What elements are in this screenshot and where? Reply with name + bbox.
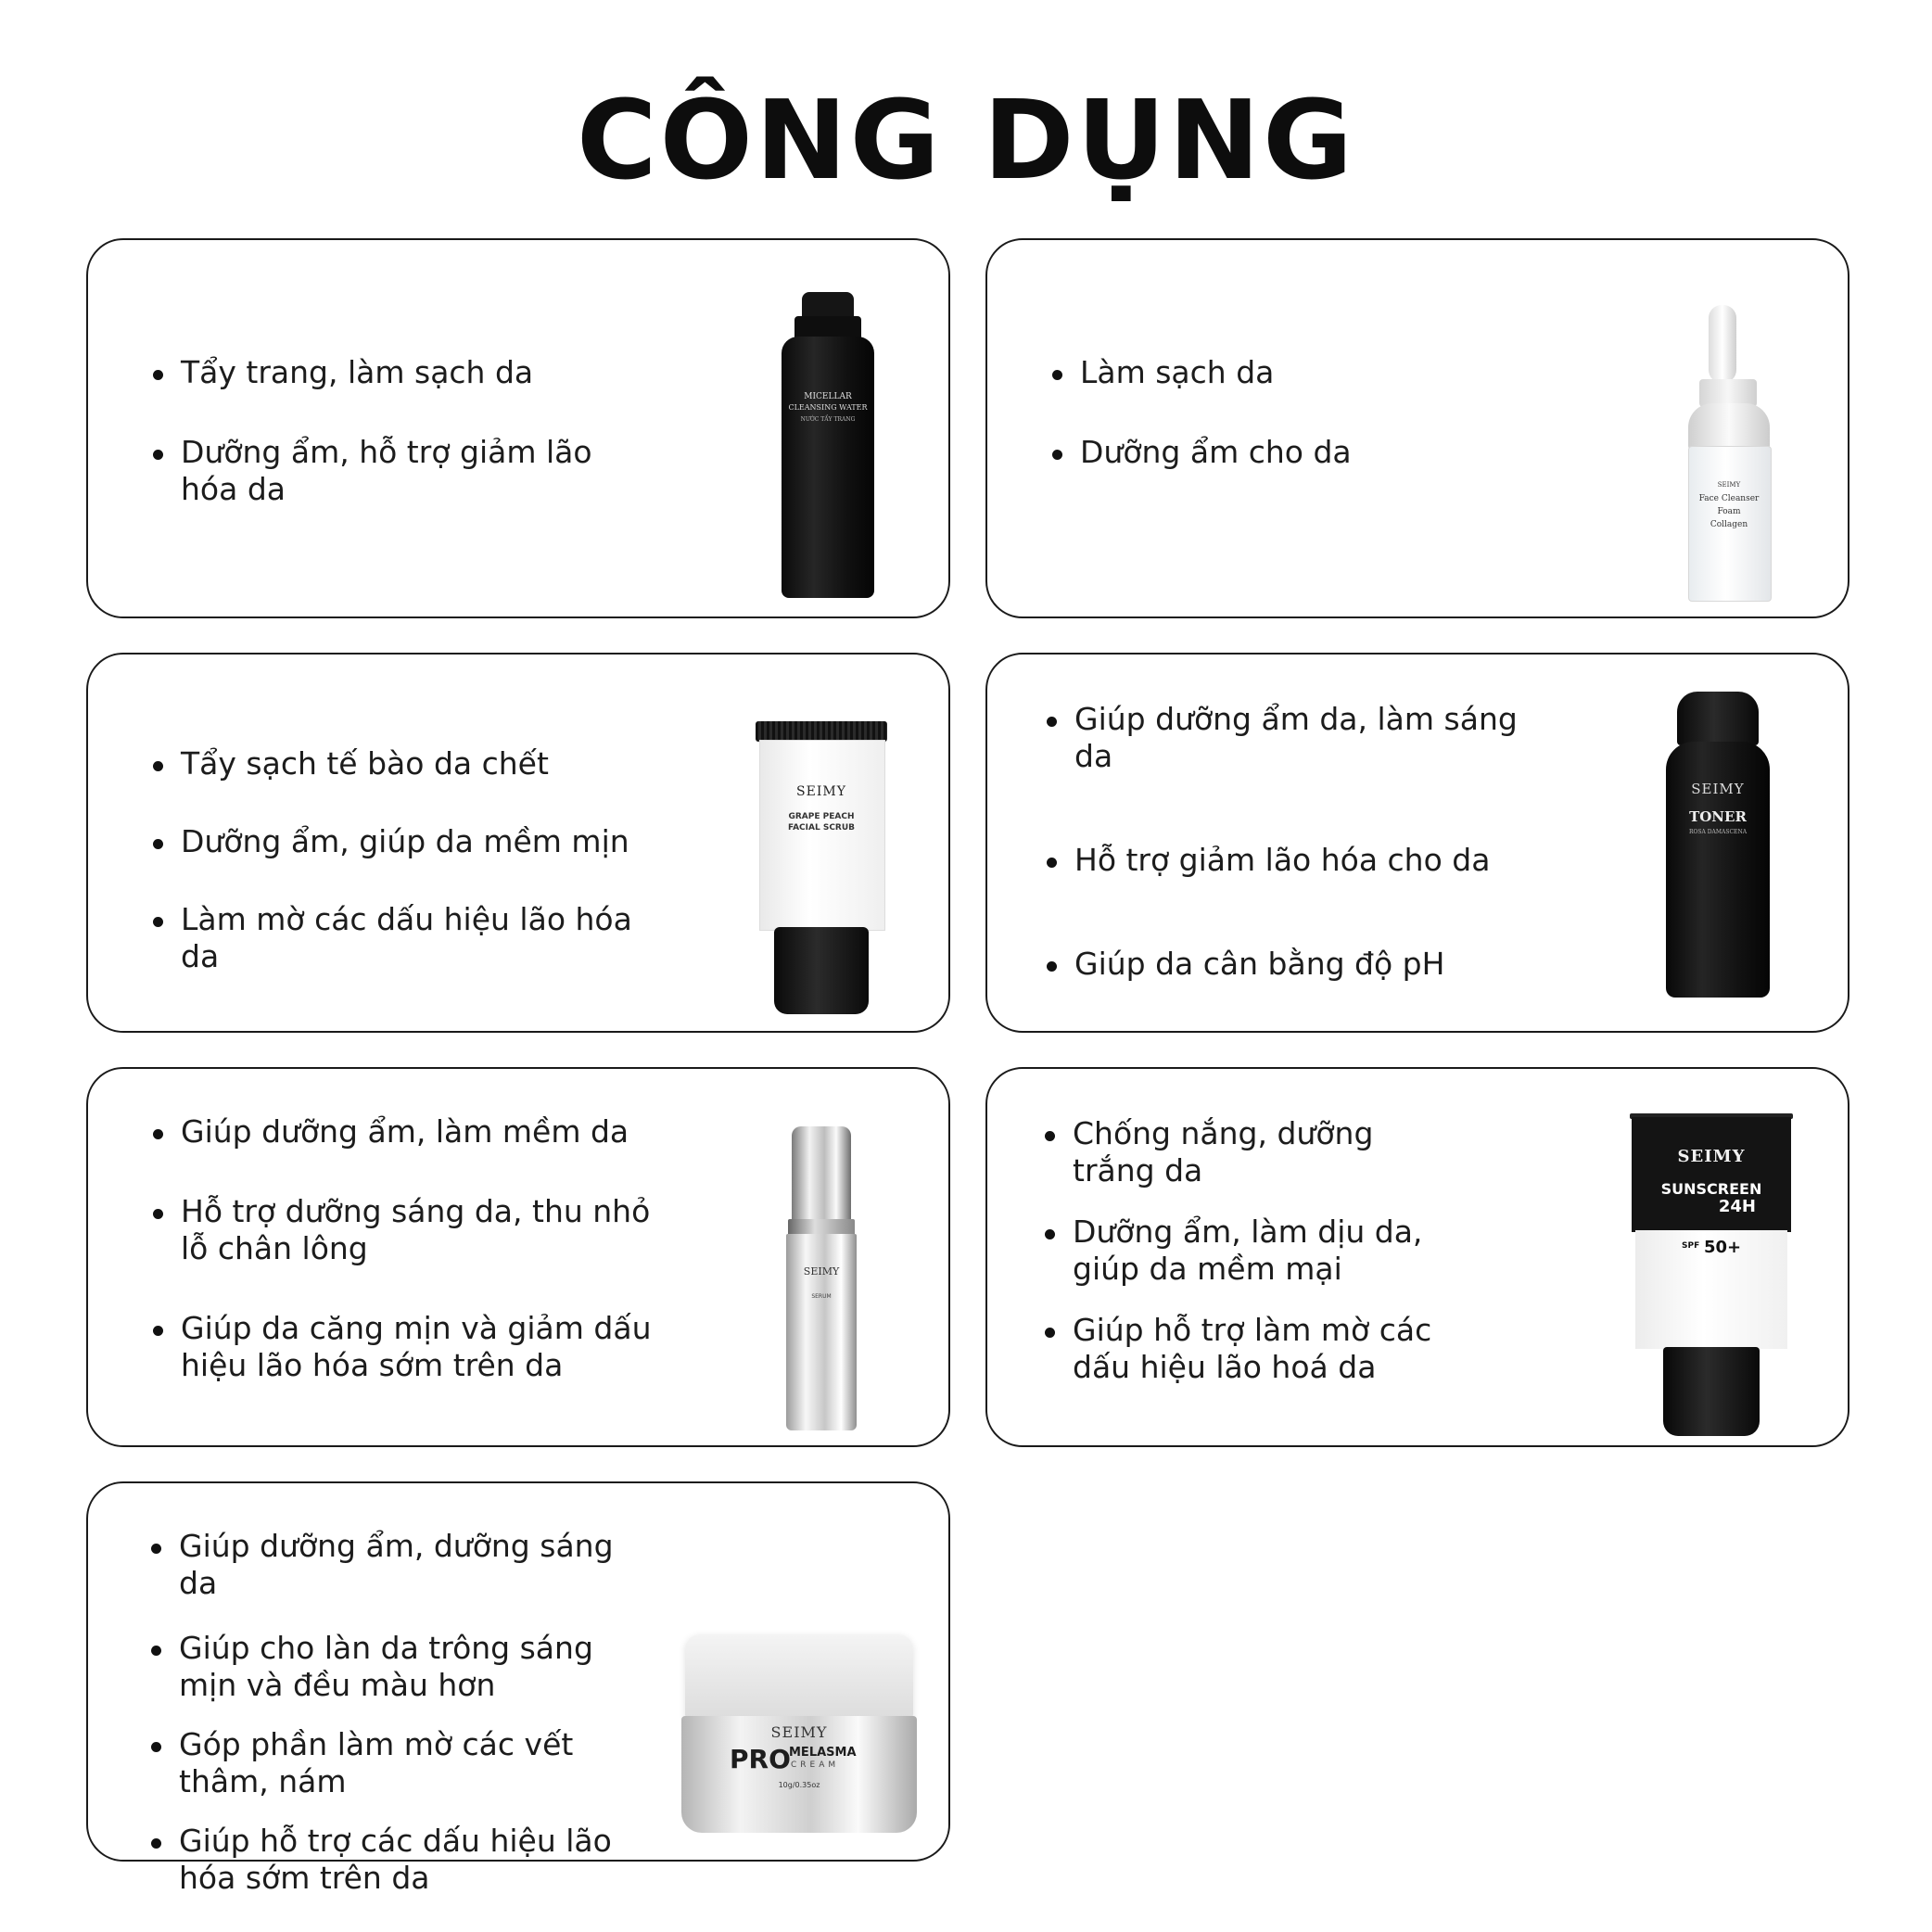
product-card-micellar — [86, 238, 950, 618]
product-label: PRO — [730, 1744, 791, 1774]
benefit-list — [1052, 354, 1497, 471]
benefit-item: Tẩy trang, làm sạch da — [153, 354, 598, 391]
benefit-item: Chống nắng, dưỡng trắng da — [1045, 1115, 1453, 1189]
benefit-item: Hỗ trợ giảm lão hóa cho da — [1047, 842, 1529, 879]
product-label: SPF — [1682, 1241, 1700, 1251]
benefit-item: Làm mờ các dấu hiệu lão hóa da — [153, 901, 672, 975]
product-card-sunscreen — [985, 1067, 1849, 1447]
product-label: SERUM — [811, 1293, 832, 1300]
toner-bottle — [1666, 692, 1770, 998]
product-card-toner — [985, 653, 1849, 1033]
benefit-item: Tẩy sạch tế bào da chết — [153, 745, 672, 782]
page-title: CÔNG DỤNG — [577, 76, 1355, 204]
benefit-item: Hỗ trợ dưỡng sáng da, thu nhỏ lỗ chân lông — [153, 1193, 672, 1267]
benefit-item: Giúp dưỡng ẩm da, làm sáng da — [1047, 701, 1529, 775]
product-card-foam — [985, 238, 1849, 618]
face-cleanser-foam-bottle — [1683, 305, 1775, 602]
benefit-item: Làm sạch da — [1052, 354, 1497, 391]
benefit-item: Dưỡng ẩm cho da — [1052, 434, 1497, 471]
grape-peach-facial-scrub-tube — [756, 721, 887, 1014]
sunscreen-tube — [1630, 1113, 1793, 1436]
product-label: MICELLAR — [804, 392, 852, 401]
benefit-list — [1047, 701, 1529, 983]
benefit-item: Dưỡng ẩm, hỗ trợ giảm lão hóa da — [153, 434, 598, 508]
product-label: 10g/0.35oz — [778, 1781, 820, 1789]
product-label: SEIMY — [770, 1723, 828, 1741]
product-label: 50+ — [1704, 1238, 1742, 1257]
micellar-cleansing-water-bottle — [782, 292, 874, 598]
serum-pump-bottle — [786, 1126, 857, 1430]
benefit-item: Góp phần làm mờ các vết thâm, nám — [151, 1726, 652, 1800]
product-card-melasma-cream — [86, 1481, 950, 1896]
benefit-list — [153, 1113, 672, 1384]
product-label: SEIMY — [1691, 781, 1745, 797]
product-label: FACIAL SCRUB — [787, 823, 856, 833]
product-label: ROSA DAMASCENA — [1688, 829, 1748, 835]
benefit-item: Giúp cho làn da trông sáng mịn và đều màu hơn — [151, 1630, 652, 1704]
product-label: TONER — [1689, 808, 1747, 825]
product-label: CREAM — [791, 1760, 840, 1770]
product-label: 24H — [1718, 1197, 1756, 1216]
product-label: SEIMY — [796, 784, 846, 799]
benefit-item: Giúp hỗ trợ các dấu hiệu lão hóa sớm trên da — [151, 1823, 652, 1897]
benefit-list — [1045, 1115, 1453, 1386]
product-label: CLEANSING WATER — [788, 403, 868, 412]
product-label: Face Cleanser — [1698, 494, 1760, 503]
product-label: NƯỚC TẨY TRANG — [800, 416, 856, 423]
product-label: Foam — [1717, 507, 1741, 516]
product-card-serum — [86, 1067, 950, 1447]
product-label: SEIMY — [1677, 1147, 1746, 1166]
pro-melasma-cream-jar — [681, 1634, 917, 1833]
product-label: GRAPE PEACH — [788, 812, 855, 821]
product-label: Collagen — [1710, 520, 1748, 529]
benefit-item: Dưỡng ẩm, làm dịu da, giúp da mềm mại — [1045, 1214, 1453, 1288]
product-label: SEIMY — [803, 1265, 840, 1277]
product-label: MELASMA — [789, 1746, 857, 1760]
benefit-list — [153, 745, 672, 975]
benefit-item: Giúp dưỡng ẩm, làm mềm da — [153, 1113, 672, 1150]
benefit-item: Dưỡng ẩm, giúp da mềm mịn — [153, 823, 672, 860]
product-card-scrub — [86, 653, 950, 1033]
benefit-item: Giúp dưỡng ẩm, dưỡng sáng da — [151, 1528, 652, 1602]
benefit-item: Giúp hỗ trợ làm mờ các dấu hiệu lão hoá da — [1045, 1312, 1453, 1386]
benefit-item: Giúp da căng mịn và giảm dấu hiệu lão hóa sớm trên da — [153, 1310, 672, 1384]
benefit-list — [151, 1528, 652, 1897]
benefit-item: Giúp da cân bằng độ pH — [1047, 946, 1529, 983]
product-label: SUNSCREEN — [1660, 1180, 1762, 1198]
product-label: SEIMY — [1717, 481, 1741, 489]
benefit-list — [153, 354, 598, 508]
